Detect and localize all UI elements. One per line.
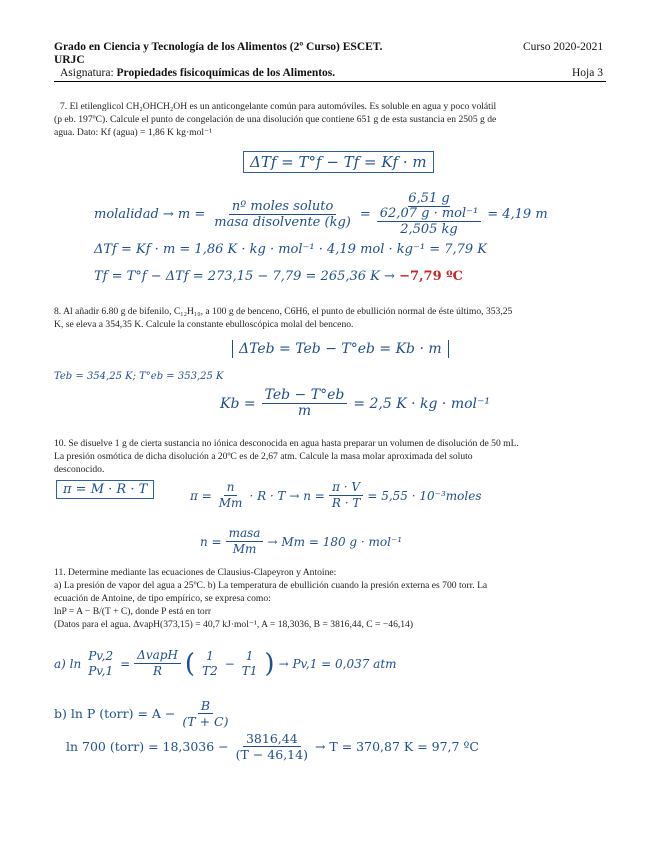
subject-line xyxy=(60,66,335,80)
p10-pi-fraction xyxy=(216,480,246,511)
p11-a-result: → Pv,1 = 0,037 atm xyxy=(278,656,397,671)
p11-antoine-solution xyxy=(66,731,479,762)
p10-molar-mass-equation xyxy=(200,526,402,557)
academic-year: Curso 2020-2021 xyxy=(523,41,604,53)
p7-molality-label: molalidad → m = xyxy=(94,207,206,222)
course-title-line2: URJC xyxy=(54,54,85,66)
p8-kb-result: = 2,5 K · kg · mol⁻¹ xyxy=(353,395,491,412)
p11-statement-1: 11. Determine mediante las ecuaciones de Clausius-Clapeyron y Antoine: xyxy=(54,567,337,578)
p7-tf-result: −7,79 ºC xyxy=(399,269,463,284)
p11-a-minus: − xyxy=(224,656,235,671)
p7-molality-equation xyxy=(94,192,548,237)
p11-inverse-t2 xyxy=(199,649,221,679)
p11-p1: Pv,1 xyxy=(88,663,114,678)
p7-molar-mass: 62,07 g · mol⁻¹ xyxy=(379,206,479,221)
p10-statement-2: La presión osmótica de dicha disolución a 20ºC es de 2,67 atm. Calcule la masa molar aproximada del soluto xyxy=(54,451,473,462)
p10-statement-3: desconocido. xyxy=(54,464,105,475)
p7-molality-equals: = xyxy=(359,207,371,222)
p8-boxed-equation: ΔTeb = Teb − T°eb = Kb · m xyxy=(232,340,449,358)
p11-antoine-b: B xyxy=(198,698,213,714)
p11-clausius-clapeyron xyxy=(54,648,397,679)
p10-boxed-equation: π = M · R · T xyxy=(56,480,154,499)
subject-label: Asignatura: xyxy=(60,67,117,79)
p10-mass-numerator: masa xyxy=(226,526,264,542)
p7-boxed-equation: ΔTf = T°f − Tf = Kf · m xyxy=(243,151,434,173)
p8-statement-1: 8. Al añadir 6.80 g de bifenilo, C₁₂H₁₀, a 100 g de benceno, C6H6, el punto de ebullición normal de éste último, 353,25 xyxy=(54,306,513,317)
p11-antoine-denominator: (T + C) xyxy=(182,714,229,729)
p11-statement-5: (Datos para el agua. ΔvapH(373,15) = 40,7 kJ·mol⁻¹, A = 18,3036, B = 3816,44, C = −46,14) xyxy=(54,619,414,630)
p10-n-fraction xyxy=(329,480,363,511)
p10-statement-1: 10. Se disuelve 1 g de cierta sustancia no iónica desconocida en agua hasta preparar un volumen de disolución de 50 mL. xyxy=(54,438,519,449)
p10-molar-mass-result: → Mm = 180 g · mol⁻¹ xyxy=(267,534,403,549)
p11-antoine-solution-fraction xyxy=(233,731,311,762)
p7-compound-numerator xyxy=(377,192,481,222)
p11-t2-num: 1 xyxy=(206,648,214,663)
p7-solvent-mass: 2,505 kg xyxy=(400,222,458,237)
p11-b2-result: → T = 370,87 K = 97,7 ºC xyxy=(314,739,479,754)
p7-tf-calculation: Tf = T°f − ΔTf = 273,15 − 7,79 = 265,36 K → xyxy=(94,269,395,284)
p7-molality-numerator: nº moles soluto xyxy=(229,199,337,215)
p11-pressure-ratio xyxy=(85,649,116,679)
p10-pi-numerator: n xyxy=(224,480,238,496)
p7-mass-value: 6,51 g xyxy=(408,191,450,206)
p8-kb-fraction xyxy=(262,388,348,419)
p7-statement-1: 7. El etilenglicol CH₂OHCH₂OH es un anticongelante común para automóviles. Es soluble en agua y poco volátil xyxy=(60,101,497,112)
course-title-line1: Grado en Ciencia y Tecnología de los Alimentos (2º Curso) ESCET. xyxy=(54,41,383,53)
p7-molality-fraction xyxy=(211,199,354,230)
p11-statement-4: lnP = A − B/(T + C), donde P está en torr xyxy=(54,606,212,617)
p11-t-minus-c: (T − 46,14) xyxy=(235,747,308,762)
p10-pi-middle: · R · T → n = xyxy=(249,488,325,503)
p11-statement-3: ecuación de Antoine, de tipo empírico, se expresa como: xyxy=(54,593,271,604)
p11-close-paren: ) xyxy=(264,648,275,679)
p11-b2-label: ln 700 (torr) = 18,3036 − xyxy=(66,739,229,754)
p8-kb-numerator: Teb − T°eb xyxy=(262,388,348,404)
p8-kb-label: Kb = xyxy=(220,395,256,412)
p8-given-values: Teb = 354,25 K; T°eb = 353,25 K xyxy=(54,371,224,382)
p11-gas-constant: R xyxy=(153,664,163,678)
subject-name: Propiedades fisicoquímicas de los Alimentos. xyxy=(116,67,336,79)
p11-statement-2: a) La presión de vapor del agua a 25ºC. b) La temperatura de ebullición cuando la presión externa es 700 torr. La xyxy=(54,580,488,591)
p11-b-value: 3816,44 xyxy=(243,731,301,747)
p11-a-equals: = xyxy=(120,656,131,671)
p11-antoine-equation xyxy=(54,698,231,729)
p10-n-numerator: π · V xyxy=(329,480,363,496)
header-divider xyxy=(54,81,606,82)
p11-a-label: a) ln xyxy=(54,656,82,671)
p10-n-denominator: R · T xyxy=(331,496,361,510)
sheet-number: Hoja 3 xyxy=(572,67,603,79)
p7-tf-line xyxy=(94,269,463,284)
p11-open-paren: ( xyxy=(184,648,196,679)
p7-molality-denominator: masa disolvente (kg) xyxy=(214,215,351,230)
p10-pi-equation xyxy=(190,480,481,511)
p10-moles-result: = 5,55 · 10⁻³moles xyxy=(367,488,482,503)
p11-inverse-t1 xyxy=(239,649,261,679)
p10-mass-denominator: Mm xyxy=(232,542,257,556)
p10-n-label: n = xyxy=(200,534,222,549)
p10-pi-denominator: Mm xyxy=(218,496,243,510)
p10-mass-fraction xyxy=(226,526,264,557)
p11-t2: T2 xyxy=(202,663,218,678)
p7-molality-result: = 4,19 m xyxy=(487,207,548,222)
p11-b-label: b) ln P (torr) = A − xyxy=(54,706,176,721)
p7-delta-tf-line: ΔTf = Kf · m = 1,86 K · kg · mol⁻¹ · 4,19 mol · kg⁻¹ = 7,79 K xyxy=(94,242,488,257)
p11-t1: T1 xyxy=(241,663,258,678)
p10-pi-label: π = xyxy=(190,488,212,503)
p7-statement-2: (p eb. 197ºC). Calcule el punto de congelación de una disolución que contiene 651 g de esta sustancia en 2505 g de xyxy=(54,114,497,125)
p8-kb-denominator: m xyxy=(297,403,312,419)
p11-p2: Pv,2 xyxy=(88,648,114,663)
p11-antoine-fraction xyxy=(179,698,231,729)
p8-kb-equation xyxy=(220,388,490,419)
p7-statement-3: agua. Dato: Kf (agua) = 1,86 K kg·mol⁻¹ xyxy=(54,127,213,138)
p11-t1-num: 1 xyxy=(245,648,254,663)
p11-enthalpy: ΔvapH xyxy=(134,648,181,664)
p11-enthalpy-fraction xyxy=(134,648,181,679)
p8-statement-2: K, se eleva a 354,35 K. Calcule la constante ebulloscópica molal del benceno. xyxy=(54,319,354,330)
p7-compound-fraction xyxy=(377,192,481,237)
